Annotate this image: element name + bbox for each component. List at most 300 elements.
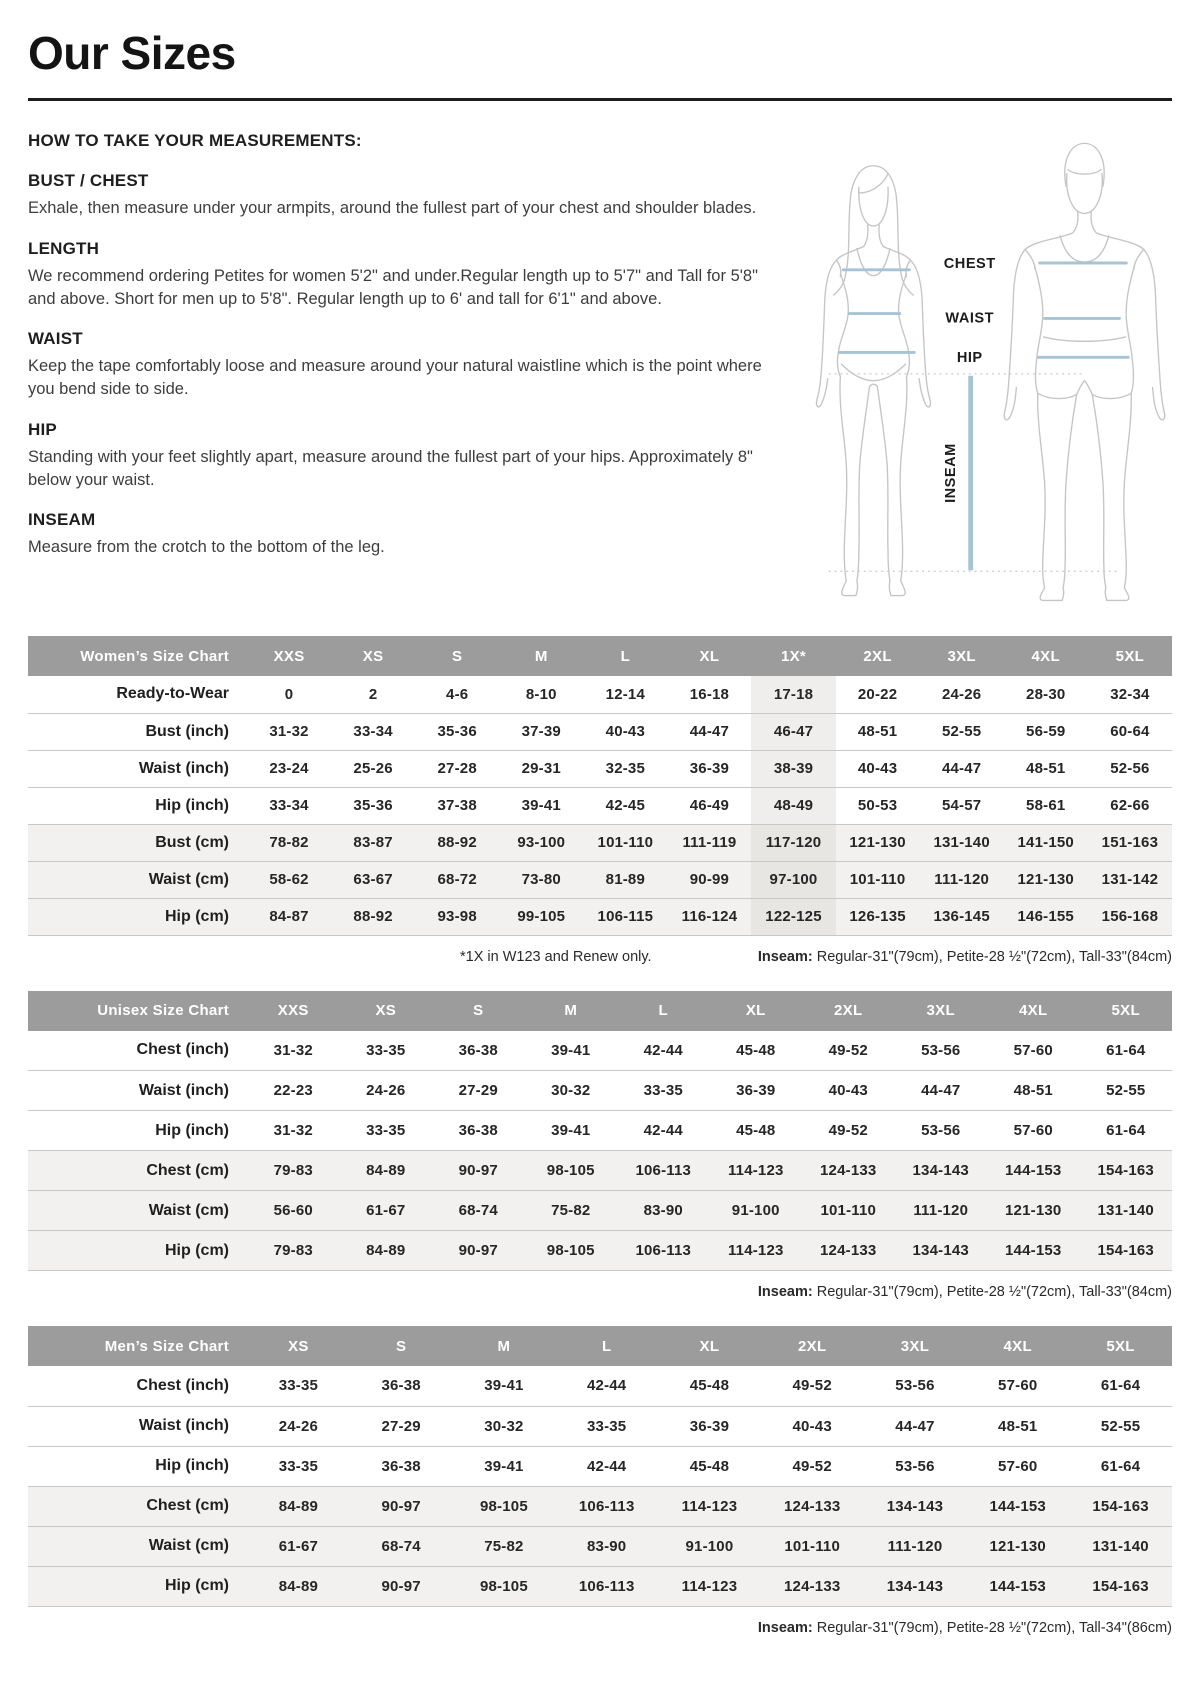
- size-cell: 88-92: [353, 908, 393, 925]
- size-cell: 121-130: [989, 1537, 1046, 1555]
- section-heading: HIP: [28, 419, 57, 439]
- size-column-header: 2XL: [802, 991, 895, 1031]
- footnote-inseam: Inseam: Regular-31"(79cm), Petite-28 ½"(72cm), Tall-34"(86cm): [757, 1619, 1172, 1636]
- size-column-header: M: [525, 991, 618, 1031]
- section-body: Exhale, then measure under your armpits, around the fullest part of your chest and shoulder blades.: [28, 199, 757, 217]
- size-cell: 124-133: [820, 1162, 877, 1179]
- size-column-header: 3XL: [864, 1326, 967, 1366]
- size-cell: 36-39: [689, 1417, 730, 1435]
- size-cell: 134-143: [912, 1242, 969, 1259]
- size-cell: 83-90: [586, 1537, 627, 1555]
- size-cell: 49-52: [828, 1122, 868, 1139]
- size-cell: 106-113: [635, 1242, 692, 1259]
- page-title: Our Sizes: [28, 27, 236, 79]
- size-cell: 42-44: [586, 1457, 627, 1475]
- size-cell: 90-99: [689, 871, 730, 888]
- table-title: Unisex Size Chart: [28, 991, 247, 1031]
- size-cell: 63-67: [353, 871, 393, 888]
- size-cell: 134-143: [886, 1577, 944, 1595]
- size-cell: 35-36: [437, 723, 477, 740]
- size-cell: 151-163: [1101, 834, 1159, 851]
- size-cell: 38-39: [751, 750, 835, 787]
- size-cell: 111-120: [887, 1537, 943, 1555]
- chest-label: CHEST: [943, 255, 996, 272]
- size-cell: 121-130: [1017, 871, 1074, 888]
- size-cell: 97-100: [751, 861, 835, 898]
- row-label: Waist (inch): [138, 1417, 229, 1434]
- size-cell: 60-64: [1110, 723, 1150, 740]
- measurement-section: [28, 239, 783, 311]
- size-cell: 106-113: [635, 1162, 692, 1179]
- size-cell: 44-47: [895, 1417, 935, 1435]
- row-label: Bust (cm): [155, 833, 229, 851]
- size-column-header: 4XL: [1004, 636, 1088, 676]
- size-cell: 56-59: [1026, 723, 1066, 740]
- size-cell: 32-35: [605, 760, 646, 777]
- size-cell: 131-140: [1092, 1537, 1149, 1555]
- table-row: [28, 676, 1172, 713]
- size-cell: 32-34: [1110, 685, 1150, 703]
- row-label: Hip (cm): [165, 907, 229, 925]
- size-cell: 124-133: [820, 1242, 877, 1259]
- size-cell: 83-87: [353, 834, 393, 851]
- size-cell: 39-41: [521, 797, 561, 814]
- section-heading: LENGTH: [28, 238, 100, 258]
- size-cell: 146-155: [1017, 908, 1074, 925]
- size-cell: 46-49: [689, 797, 730, 814]
- size-cell: 42-44: [586, 1377, 627, 1395]
- unisex-size-chart-table: [28, 991, 1172, 1272]
- size-cell: 44-47: [921, 1082, 961, 1099]
- section-heading: WAIST: [28, 329, 83, 349]
- mens-size-chart-table: [28, 1326, 1172, 1607]
- size-cell: 45-48: [689, 1377, 730, 1395]
- size-cell: 28-30: [1026, 685, 1066, 703]
- table-row: [28, 824, 1172, 861]
- size-cell: 53-56: [895, 1457, 935, 1475]
- size-cell: 114-123: [727, 1242, 784, 1259]
- size-cell: 20-22: [857, 685, 898, 703]
- row-label: Chest (cm): [146, 1161, 229, 1179]
- size-cell: 49-52: [792, 1457, 832, 1475]
- size-column-header: 5XL: [1069, 1326, 1172, 1366]
- size-cell: 49-52: [792, 1377, 832, 1395]
- row-label: Chest (inch): [136, 1376, 229, 1394]
- size-cell: 144-153: [989, 1577, 1046, 1595]
- size-column-header: M: [499, 636, 583, 676]
- size-cell: 31-32: [273, 1122, 313, 1139]
- size-cell: 33-34: [269, 797, 309, 814]
- row-label: Chest (cm): [146, 1497, 229, 1514]
- size-cell: 68-72: [437, 871, 477, 888]
- section-heading: BUST / CHEST: [28, 171, 149, 190]
- size-cell: 114-123: [681, 1577, 738, 1595]
- size-cell: 134-143: [912, 1162, 969, 1179]
- table-title: Men’s Size Chart: [28, 1326, 247, 1366]
- size-cell: 33-35: [278, 1377, 319, 1395]
- size-cell: 40-43: [605, 723, 646, 740]
- size-cell: 53-56: [921, 1122, 961, 1139]
- size-cell: 114-123: [727, 1162, 784, 1179]
- size-cell: 52-55: [941, 723, 982, 740]
- size-cell: 33-35: [278, 1457, 319, 1475]
- size-column-header: L: [617, 991, 710, 1031]
- size-column-header: XS: [340, 991, 433, 1031]
- size-cell: 101-110: [597, 834, 654, 851]
- footnote-inseam-label: Inseam:: [757, 1619, 813, 1636]
- size-column-header: 3XL: [895, 991, 988, 1031]
- row-label: Chest (inch): [136, 1041, 229, 1059]
- size-cell: 48-49: [751, 787, 835, 824]
- row-label: Waist (cm): [148, 870, 229, 888]
- size-cell: 40-43: [828, 1082, 868, 1099]
- row-label: Hip (cm): [165, 1577, 229, 1594]
- size-cell: 36-38: [458, 1041, 498, 1059]
- size-cell: 30-32: [484, 1417, 524, 1435]
- table-row: [28, 1151, 1172, 1191]
- size-cell: 124-133: [783, 1497, 841, 1515]
- size-cell: 56-60: [273, 1202, 313, 1219]
- size-cell: 79-83: [273, 1162, 313, 1179]
- size-cell: 79-83: [273, 1242, 313, 1259]
- top-section: [28, 129, 1172, 614]
- size-column-header: 3XL: [920, 636, 1004, 676]
- size-cell: 78-82: [269, 834, 309, 851]
- size-cell: 131-140: [1097, 1202, 1154, 1219]
- table-footnotes: [28, 1620, 1172, 1636]
- table-row: [28, 713, 1172, 750]
- size-cell: 75-82: [551, 1202, 591, 1219]
- table-row: [28, 750, 1172, 787]
- size-cell: 68-74: [381, 1537, 421, 1555]
- size-cell: 83-90: [643, 1202, 683, 1219]
- section-body: Measure from the crotch to the bottom of the leg.: [28, 538, 385, 557]
- row-label: Waist (cm): [148, 1537, 229, 1554]
- size-cell: 46-47: [751, 713, 835, 750]
- size-cell: 131-140: [933, 834, 990, 851]
- size-cell: 53-56: [921, 1041, 961, 1059]
- size-column-header: XS: [247, 1326, 350, 1366]
- table-row: [28, 1446, 1172, 1486]
- size-cell: 42-44: [643, 1122, 683, 1139]
- size-cell: 111-120: [934, 871, 990, 888]
- size-cell: 98-105: [479, 1497, 528, 1515]
- size-cell: 36-39: [689, 760, 730, 777]
- size-cell: 33-35: [366, 1122, 406, 1139]
- table-row: [28, 1071, 1172, 1111]
- section-body: Standing with your feet slightly apart, measure around the fullest part of your hips. Approximately 8" below your waist.: [28, 447, 753, 489]
- size-cell: 91-100: [685, 1537, 734, 1555]
- size-cell: 39-41: [551, 1041, 591, 1059]
- size-cell: 144-153: [989, 1497, 1046, 1515]
- measurement-section: [28, 420, 783, 492]
- table-row: [28, 1566, 1172, 1606]
- size-cell: 27-29: [458, 1082, 498, 1099]
- size-column-header: L: [583, 636, 667, 676]
- size-cell: 106-115: [597, 908, 654, 925]
- size-cell: 57-60: [998, 1377, 1038, 1395]
- footnote-inseam: Inseam: Regular-31"(79cm), Petite-28 ½"(72cm), Tall-33"(84cm): [757, 948, 1172, 965]
- title-divider: [28, 98, 1172, 101]
- section-body: Keep the tape comfortably loose and measure around your natural waistline which is the point where you bend side to side.: [28, 357, 762, 399]
- size-cell: 27-28: [437, 760, 477, 777]
- size-cell: 122-125: [751, 898, 835, 935]
- size-cell: 24-26: [941, 685, 982, 703]
- size-cell: 93-100: [517, 834, 566, 851]
- header-row: [28, 1326, 1172, 1366]
- size-cell: 37-38: [437, 797, 477, 814]
- size-cell: 81-89: [605, 871, 646, 888]
- size-cell: 111-119: [682, 834, 737, 851]
- size-cell: 33-35: [586, 1417, 627, 1435]
- size-cell: 90-97: [381, 1497, 421, 1515]
- size-cell: 126-135: [849, 908, 906, 925]
- size-cell: 62-66: [1110, 797, 1150, 814]
- size-cell: 29-31: [521, 760, 561, 777]
- size-column-header: XL: [658, 1326, 761, 1366]
- table-row: [28, 1486, 1172, 1526]
- size-cell: 58-62: [269, 871, 309, 888]
- size-cell: 48-51: [1026, 760, 1066, 777]
- measurement-section: [28, 329, 783, 401]
- size-cell: 58-61: [1026, 797, 1066, 814]
- table-row: [28, 1526, 1172, 1566]
- size-cell: 33-34: [353, 723, 393, 740]
- size-cell: 84-89: [366, 1242, 406, 1259]
- size-cell: 48-51: [1013, 1082, 1053, 1099]
- table-row: [28, 1031, 1172, 1071]
- row-label: Hip (inch): [155, 1457, 229, 1474]
- size-cell: 136-145: [933, 908, 990, 925]
- size-cell: 61-64: [1100, 1377, 1141, 1395]
- male-figure-outline: [1004, 143, 1164, 600]
- size-cell: 2: [368, 685, 378, 703]
- size-cell: 93-98: [437, 908, 477, 925]
- size-cell: 48-51: [998, 1417, 1038, 1435]
- size-cell: 57-60: [1013, 1041, 1053, 1059]
- size-cell: 101-110: [849, 871, 906, 888]
- size-cell: 114-123: [681, 1497, 738, 1515]
- footnote-inseam-label: Inseam:: [757, 948, 813, 965]
- size-cell: 154-163: [1092, 1577, 1149, 1595]
- footnote-inseam: Inseam: Regular-31"(79cm), Petite-28 ½"(72cm), Tall-33"(84cm): [757, 1284, 1172, 1300]
- section-heading: INSEAM: [28, 510, 96, 530]
- row-label: Waist (inch): [138, 759, 229, 777]
- measurement-section: [28, 510, 783, 559]
- size-cell: 50-53: [857, 797, 898, 814]
- row-label: Bust (inch): [145, 722, 229, 740]
- size-cell: 101-110: [820, 1202, 877, 1219]
- size-cell: 90-97: [458, 1162, 498, 1179]
- womens-size-chart-table: [28, 636, 1172, 936]
- size-column-header: S: [350, 1326, 453, 1366]
- size-cell: 154-163: [1092, 1497, 1149, 1515]
- size-cell: 141-150: [1017, 834, 1074, 851]
- size-column-header: 4XL: [966, 1326, 1069, 1366]
- size-cell: 154-163: [1097, 1162, 1154, 1179]
- size-column-header: S: [415, 636, 499, 676]
- waist-label: WAIST: [945, 310, 995, 327]
- size-cell: 36-39: [736, 1082, 776, 1099]
- size-column-header: 2XL: [836, 636, 920, 676]
- size-cell: 61-64: [1100, 1457, 1141, 1475]
- size-cell: 52-55: [1106, 1082, 1146, 1099]
- size-cell: 30-32: [551, 1082, 591, 1099]
- table-footnotes: [28, 1284, 1172, 1300]
- size-cell: 57-60: [1013, 1122, 1053, 1139]
- size-cell: 61-67: [278, 1537, 319, 1555]
- size-cell: 84-89: [278, 1497, 319, 1515]
- size-cell: 121-130: [1005, 1202, 1062, 1219]
- table-row: [28, 1111, 1172, 1151]
- size-column-header: XS: [331, 636, 415, 676]
- table-row: [28, 787, 1172, 824]
- size-column-header: L: [555, 1326, 658, 1366]
- size-cell: 131-142: [1101, 871, 1159, 888]
- size-cell: 88-92: [437, 834, 477, 851]
- row-label: Hip (inch): [155, 1121, 229, 1139]
- size-cell: 144-153: [1005, 1242, 1062, 1259]
- size-cell: 124-133: [783, 1577, 841, 1595]
- size-column-header: 1X*: [751, 636, 835, 676]
- size-cell: 42-44: [643, 1041, 683, 1059]
- size-cell: 22-23: [273, 1082, 313, 1099]
- size-column-header: XXS: [247, 636, 331, 676]
- table-footnotes: [28, 949, 1172, 965]
- size-cell: 12-14: [605, 685, 646, 703]
- size-cell: 75-82: [484, 1537, 524, 1555]
- measurement-diagram: [783, 129, 1172, 609]
- size-cell: 49-52: [828, 1041, 868, 1059]
- size-column-header: XXS: [247, 991, 340, 1031]
- size-cell: 73-80: [521, 871, 561, 888]
- size-cell: 31-32: [273, 1041, 313, 1059]
- size-cell: 35-36: [353, 797, 393, 814]
- size-cell: 90-97: [458, 1242, 498, 1259]
- section-body: We recommend ordering Petites for women 5'2" and under.Regular length up to 5'7" and Tall for 5'8" and above. Short for men up to 5'8". Regular length up to 6' and tall for 6'1" and above.: [28, 266, 758, 308]
- header-row: [28, 991, 1172, 1031]
- size-cell: 91-100: [731, 1202, 780, 1219]
- size-cell: 101-110: [784, 1537, 841, 1555]
- size-cell: 33-35: [366, 1041, 406, 1059]
- measurement-instructions: [28, 129, 783, 559]
- size-cell: 52-56: [1110, 760, 1150, 777]
- row-label: Waist (cm): [148, 1201, 229, 1219]
- size-cell: 8-10: [525, 685, 557, 703]
- size-cell: 39-41: [484, 1377, 524, 1395]
- size-cell: 36-38: [458, 1122, 498, 1139]
- size-cell: 17-18: [751, 676, 835, 713]
- size-column-header: M: [453, 1326, 556, 1366]
- size-cell: 98-105: [546, 1162, 595, 1179]
- size-cell: 40-43: [857, 760, 898, 777]
- size-cell: 99-105: [517, 908, 566, 925]
- size-cell: 98-105: [546, 1242, 595, 1259]
- size-cell: 27-29: [381, 1417, 421, 1435]
- size-cell: 156-168: [1101, 908, 1159, 925]
- table-row: [28, 1366, 1172, 1406]
- size-cell: 45-48: [689, 1457, 730, 1475]
- size-cell: 154-163: [1097, 1242, 1154, 1259]
- size-cell: 16-18: [689, 685, 730, 703]
- size-cell: 39-41: [551, 1122, 591, 1139]
- row-label: Hip (cm): [165, 1241, 229, 1259]
- size-cell: 84-87: [269, 908, 309, 925]
- size-cell: 144-153: [1005, 1162, 1062, 1179]
- table-row: [28, 861, 1172, 898]
- size-cell: 40-43: [792, 1417, 832, 1435]
- size-cell: 121-130: [849, 834, 906, 851]
- size-cell: 116-124: [681, 908, 738, 925]
- size-cell: 24-26: [278, 1417, 319, 1435]
- table-title: Women’s Size Chart: [28, 636, 247, 676]
- female-figure-outline: [817, 166, 931, 596]
- size-column-header: S: [432, 991, 525, 1031]
- size-tables: [28, 636, 1172, 1636]
- table-row: [28, 1231, 1172, 1271]
- size-cell: 53-56: [895, 1377, 935, 1395]
- how-to-heading: HOW TO TAKE YOUR MEASUREMENTS:: [28, 131, 362, 150]
- size-cell: 4-6: [446, 685, 469, 703]
- table-row: [28, 1191, 1172, 1231]
- size-cell: 23-24: [269, 760, 309, 777]
- size-cell: 117-120: [751, 824, 835, 861]
- size-cell: 42-45: [605, 797, 646, 814]
- size-cell: 39-41: [484, 1457, 524, 1475]
- measurement-section: [28, 171, 783, 220]
- footnote-note: *1X in W123 and Renew only.: [460, 948, 652, 965]
- measurement-diagram-panel: [783, 129, 1172, 614]
- row-label: Ready-to-Wear: [116, 685, 229, 703]
- size-cell: 61-64: [1106, 1041, 1146, 1059]
- size-cell: 48-51: [857, 723, 898, 740]
- size-column-header: XL: [667, 636, 751, 676]
- size-cell: 24-26: [366, 1082, 406, 1099]
- size-cell: 84-89: [278, 1577, 319, 1595]
- table-row: [28, 1406, 1172, 1446]
- size-column-header: 5XL: [1080, 991, 1173, 1031]
- size-cell: 98-105: [479, 1577, 528, 1595]
- size-cell: 52-55: [1100, 1417, 1141, 1435]
- table-row: [28, 898, 1172, 935]
- size-cell: 44-47: [941, 760, 982, 777]
- size-cell: 61-64: [1106, 1122, 1146, 1139]
- inseam-label: INSEAM: [943, 443, 960, 503]
- size-column-header: 5XL: [1088, 636, 1172, 676]
- size-cell: 57-60: [998, 1457, 1038, 1475]
- size-cell: 54-57: [941, 797, 982, 814]
- size-cell: 36-38: [381, 1377, 421, 1395]
- footnote-inseam-label: Inseam:: [757, 1284, 813, 1300]
- size-cell: 134-143: [886, 1497, 944, 1515]
- size-column-header: XL: [710, 991, 803, 1031]
- size-cell: 45-48: [736, 1041, 776, 1059]
- size-cell: 84-89: [366, 1162, 406, 1179]
- size-cell: 37-39: [521, 723, 561, 740]
- row-label: Waist (inch): [138, 1081, 229, 1099]
- size-cell: 90-97: [381, 1577, 421, 1595]
- size-cell: 0: [284, 685, 294, 703]
- size-cell: 25-26: [353, 760, 393, 777]
- how-to-sections: [28, 171, 783, 559]
- size-column-header: 4XL: [987, 991, 1080, 1031]
- size-cell: 68-74: [458, 1202, 498, 1219]
- size-cell: 44-47: [689, 723, 730, 740]
- size-cell: 106-113: [578, 1497, 635, 1515]
- size-cell: 61-67: [366, 1202, 406, 1219]
- header-row: [28, 636, 1172, 676]
- hip-label: HIP: [956, 350, 983, 367]
